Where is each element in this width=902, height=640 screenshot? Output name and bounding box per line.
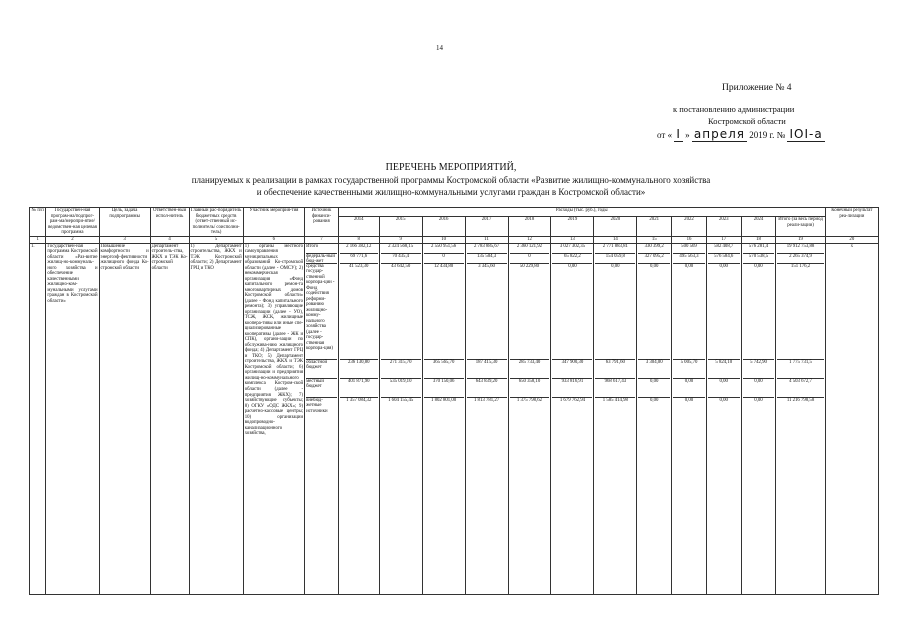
value-cell: 495 563,3 xyxy=(673,254,705,264)
value-cell: 43 642,50 xyxy=(381,264,421,360)
value-cell: 12 434,80 xyxy=(424,264,464,360)
total-values xyxy=(776,243,825,594)
value-cell: 187 415,30 xyxy=(467,360,507,379)
header-result: Конечный результат реа-лизации xyxy=(825,208,878,237)
column-number: 11 xyxy=(465,236,508,243)
column-number: 17 xyxy=(706,236,741,243)
appendix-label: Приложение № 4 xyxy=(722,83,792,93)
resolution-day: I xyxy=(676,127,681,141)
value-cell: 65 822,2 xyxy=(552,254,592,264)
column-number: 1 xyxy=(30,236,46,243)
value-cell: 2 360 121,92 xyxy=(510,244,550,254)
resolution-line-2: Костромской области xyxy=(708,116,786,126)
value-cell: 69 771,6 xyxy=(340,254,378,264)
source-item: Итого xyxy=(306,244,337,254)
resolution-number: IOI-а xyxy=(789,127,823,141)
row-sources xyxy=(305,243,339,594)
value-cell: 70 435,4 xyxy=(381,254,421,264)
year-values xyxy=(551,243,594,594)
value-cell: 3 345,60 xyxy=(467,264,507,360)
measures-table xyxy=(29,207,879,595)
source-item: федераль-ный бюд-жет xyxy=(306,253,335,265)
value-cell: 0 xyxy=(510,254,550,264)
value-cell: 347 900,30 xyxy=(552,360,592,379)
value-cell: 576 584,6 xyxy=(708,254,740,264)
year-values xyxy=(379,243,422,594)
year-values xyxy=(422,243,465,594)
header-year: 2023 xyxy=(706,217,741,237)
header-program: Государствен-ная програм-ма/подпрог-рам-ма/меропри-ятие/ведомствен-ная целевая программа xyxy=(46,208,99,237)
header-expenses: Расходы (тыс. руб.), годы xyxy=(338,208,825,217)
row-program: Государствен-ная программа Костромской области «Раз-витие жилищ-но-коммуналь-ного хозяйства и обеспечение качественными жилищно-ком-мунальными услугами граждан в Костромской области» xyxy=(46,243,99,594)
value-cell: 370 150,06 xyxy=(424,379,464,398)
row-goal: Повышение комфортности и энергоэф-фективности жилищного фонда Ко-стромской области xyxy=(99,243,150,594)
header-manager: Главный рас-порядитель бюджетных средств (ответ-ственный ис-полнитель/ соисполни-тель) xyxy=(190,208,242,236)
header-year: 2020 xyxy=(594,217,637,237)
value-cell: 5 005,70 xyxy=(673,360,705,379)
header-year: 2024 xyxy=(741,217,776,237)
value-cell: 50 229,80 xyxy=(510,264,550,360)
value-cell: 2 550 951,56 xyxy=(424,244,464,254)
value-cell: 1 604 155,45 xyxy=(388,397,414,403)
value-cell: 0,00 xyxy=(708,379,740,398)
resolution-mid: » xyxy=(685,130,690,140)
header-total: Итого (за весь период реали-зации) xyxy=(776,217,825,237)
value-cell: 535 019,10 xyxy=(381,379,421,398)
value-cell: 365 565,70 xyxy=(424,360,464,379)
value-cell: 1 375 798,62 xyxy=(516,397,543,403)
value-cell: 2 783 885,67 xyxy=(467,244,507,254)
value-cell: 3 304,00 xyxy=(638,360,670,379)
year-values xyxy=(637,243,672,594)
year-values xyxy=(741,243,776,594)
source-item: средства государ-ственной корпора-ции - Фонд содействия реформи-рованию жилищно-комму-нального хозяйства (далее - государ-ственная корпора-ция) xyxy=(306,264,337,360)
value-cell: 570 538,5 xyxy=(743,254,775,264)
value-cell: 135 504,3 xyxy=(467,254,507,264)
row-result: х xyxy=(825,243,878,594)
column-number: 4 xyxy=(150,236,189,243)
year-values xyxy=(672,243,707,594)
value-cell: 330 399,2 xyxy=(638,244,670,254)
value-cell: 4 503 672,7 xyxy=(777,379,823,398)
column-number: 3 xyxy=(99,236,150,243)
column-number: 5 xyxy=(189,236,243,243)
column-number: 18 xyxy=(741,236,776,243)
document-subtitle-1: планируемых к реализации в рамках государственной программы Костромской области «Развитие жилищно-коммунального хозяйства xyxy=(191,175,711,185)
document-title: ПЕРЕЧЕНЬ МЕРОПРИЯТИЙ, xyxy=(385,162,517,173)
resolution-month: апреля xyxy=(693,127,745,141)
value-cell: 0,00 xyxy=(638,379,670,398)
value-cell: 19 912 753,88 xyxy=(777,244,823,254)
year-values xyxy=(465,243,508,594)
value-cell: 271 315,70 xyxy=(381,360,421,379)
header-year: 2017 xyxy=(465,217,508,237)
column-number: 6 xyxy=(243,236,304,243)
header-year: 2016 xyxy=(422,217,465,237)
value-cell: 236 130,80 xyxy=(340,360,378,379)
value-cell: 968 617,43 xyxy=(595,379,635,398)
header-num: № п/п xyxy=(30,208,46,237)
value-cell: 0,00 xyxy=(552,264,592,360)
row-manager: 1) Департамент строительства, ЖКХ и ТЭК Костромской области; 2) Департамент ГРЦ и ТКО xyxy=(189,243,243,594)
value-cell: 582 408,7 xyxy=(708,244,740,254)
value-cell: 576 281,4 xyxy=(743,244,775,254)
value-cell: 0,00 xyxy=(650,397,659,403)
row-executor: Департамент строитель-ства, ЖКХ и ТЭК Ко-стромской области xyxy=(150,243,189,594)
value-cell: 2 265 374,9 xyxy=(777,254,823,264)
value-cell: 1 357 084,32 xyxy=(346,397,372,403)
column-number: 16 xyxy=(672,236,707,243)
column-number: 9 xyxy=(379,236,422,243)
column-number: 2 xyxy=(46,236,99,243)
column-number: 12 xyxy=(508,236,551,243)
value-cell: 151 176,2 xyxy=(777,264,823,360)
value-cell: 0,00 xyxy=(673,379,705,398)
value-cell: 63 791,60 xyxy=(595,360,635,379)
header-executor: Ответствен-ный испол-нитель xyxy=(150,208,189,237)
value-cell: 1 802 801,00 xyxy=(431,397,457,403)
value-cell: 650 358,10 xyxy=(510,379,550,398)
document-subtitle-2: и обеспечение качественными жилищно-коммунальными услугами граждан в Костромской области» xyxy=(256,187,646,197)
value-cell: 643 839,20 xyxy=(467,379,507,398)
resolution-date-line xyxy=(657,127,825,141)
value-cell: 0,00 xyxy=(673,264,705,360)
year-values xyxy=(594,243,637,594)
value-cell: 0,00 xyxy=(684,397,694,403)
value-cell: 2 324 568,15 xyxy=(381,244,421,254)
header-goal: Цель, задача подпрограммы xyxy=(99,208,150,237)
column-number: 7 xyxy=(305,236,339,243)
table-row xyxy=(30,243,879,594)
year-values xyxy=(338,243,379,594)
column-number: 19 xyxy=(776,236,825,243)
value-cell: 2 771 883,81 xyxy=(595,244,635,254)
value-cell: 933 816,91 xyxy=(552,379,592,398)
value-cell: 1 813 781,27 xyxy=(473,397,500,403)
year-values xyxy=(706,243,741,594)
value-cell: 1 775 731,5 xyxy=(777,360,823,379)
value-cell: 0,00 xyxy=(708,264,740,360)
value-cell: 500 569 xyxy=(673,244,705,254)
column-number-row xyxy=(30,236,879,243)
row-participants: 1) органы местного самоуправления муниципальных образований Ко-стромской области (далее - ОМСУ); 2) некоммерческая организация «Фонд капитального ремон-та многоквартирных домов Костромской области» (далее - Фонд капитального ремонта); 3) управляющие организации (далее - УО), ТСЖ, ЖСК, жилищные коопера-тивы или иные спе-циализированные кооперативы (далее - ЖК и СПК), органи-зации по обслужива-нию жилищного фонда; 4) Департамент ГРЦ и ТКО; 5) Департамент строительства, ЖКХ и ТЭК Костромской области; 6) организации и предприятия жилищ-но-коммунального комплекса Костром-ской области (далее - предприятия ЖКХ); 7) хозяйствующие субъекты; 8) ОГКУ «ОДС ЖКХ»; 9) расчетно-кассовые центры; 10) организации водопроводно-канализационного хозяйства, xyxy=(243,243,304,594)
column-number: 14 xyxy=(594,236,637,243)
year-values xyxy=(508,243,551,594)
value-cell: 11 216 798,58 xyxy=(786,397,815,403)
resolution-line-1: к постановлению администрации xyxy=(673,104,795,114)
source-item: внебюд-жетные источники xyxy=(306,397,328,414)
value-cell: 0,00 xyxy=(719,397,728,403)
value-cell: 285 733,40 xyxy=(510,360,550,379)
value-cell: 0,00 xyxy=(743,379,775,398)
header-year: 2022 xyxy=(672,217,707,237)
value-cell: 0,00 xyxy=(595,264,635,360)
value-cell: 1 585 414,98 xyxy=(602,397,628,403)
value-cell: 0 xyxy=(424,254,464,264)
header-sources: Источник финанси-рования xyxy=(305,208,339,237)
value-cell: 1 679 762,94 xyxy=(559,397,586,403)
column-number: 15 xyxy=(637,236,672,243)
header-year: 2018 xyxy=(508,217,551,237)
value-cell: 0,00 xyxy=(743,264,775,360)
value-cell: 0,00 xyxy=(638,264,670,360)
source-item: областной бюджет xyxy=(306,360,337,379)
value-cell: 5 742,90 xyxy=(743,360,775,379)
value-cell: 3 027 302,35 xyxy=(552,244,592,254)
row-num: 1. xyxy=(30,243,46,594)
header-participants: Участник мероприя-тия xyxy=(243,208,304,237)
value-cell: 401 871,90 xyxy=(340,379,378,398)
value-cell: 154 059,8 xyxy=(595,254,635,264)
resolution-prefix: от « xyxy=(657,130,673,140)
page-number: 14 xyxy=(436,44,443,52)
value-cell: 327 095,2 xyxy=(638,254,670,264)
value-cell: 2 166 382,12 xyxy=(340,244,378,254)
value-cell: 0,00 xyxy=(754,397,763,403)
value-cell: 41 523,30 xyxy=(340,264,378,360)
header-year: 2021 xyxy=(637,217,672,237)
header-year: 2015 xyxy=(379,217,422,237)
value-cell: 5 824,10 xyxy=(708,360,740,379)
column-number: 13 xyxy=(551,236,594,243)
header-year: 2014 xyxy=(338,217,379,237)
source-item: местный бюджет xyxy=(306,379,337,398)
resolution-year: 2019 г. № xyxy=(749,130,786,140)
column-number: 10 xyxy=(422,236,465,243)
header-year: 2019 xyxy=(551,217,594,237)
column-number: 8 xyxy=(338,236,379,243)
column-number: 20 xyxy=(825,236,878,243)
